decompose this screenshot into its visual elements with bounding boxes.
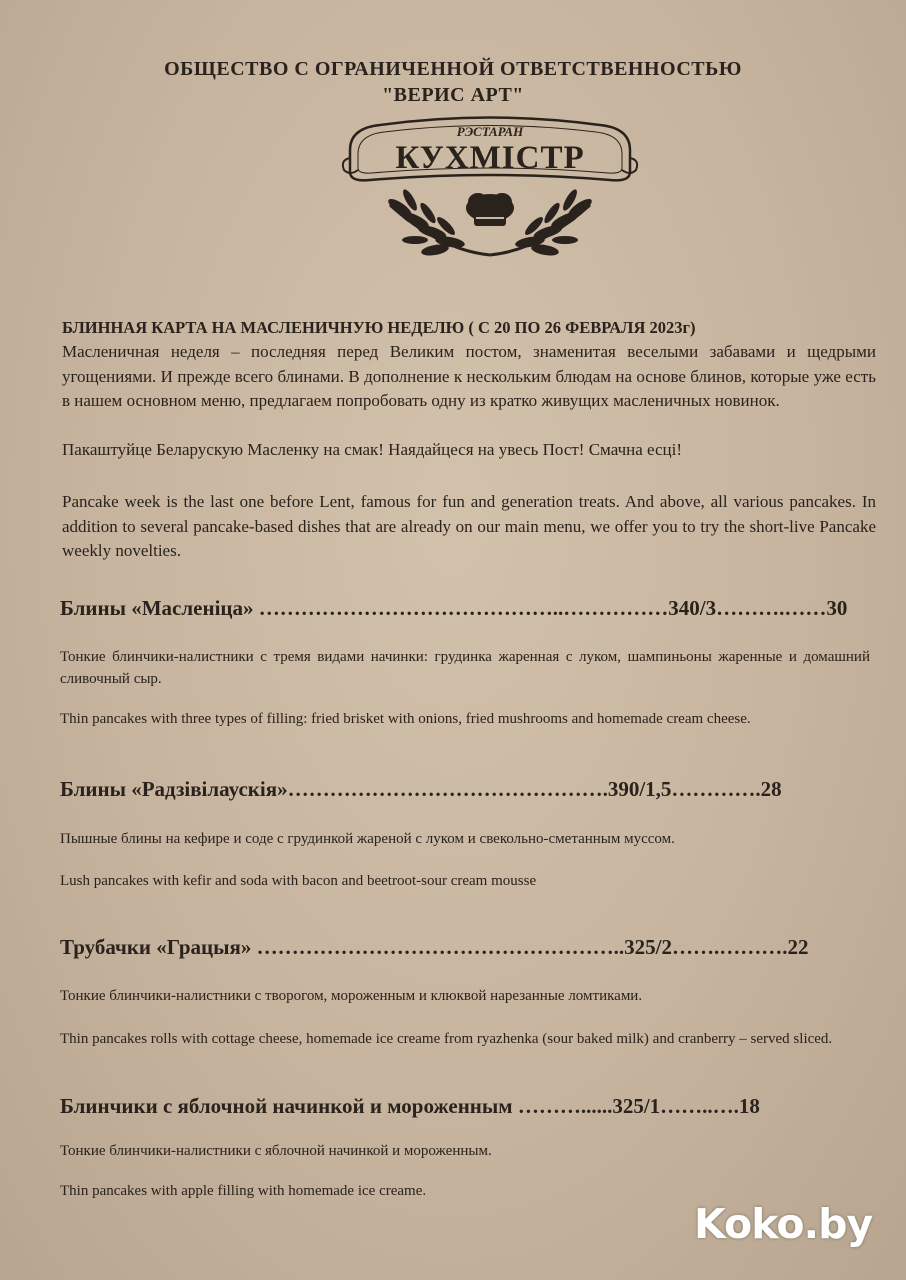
dish-description-en: Thin pancakes rolls with cottage cheese, homemade ice creame from ryazhenka (sour baked milk) and cranberry – served sliced. (60, 1031, 833, 1047)
watermark-logo: Koko.by (694, 1200, 873, 1248)
intro-russian: Масленичная неделя – последняя перед Великим постом, знаменитая веселыми забавами и щедрыми угощениями. И прежде всего блинами. В дополнение к нескольким блюдам на основе блинов, которые уже есть в нашем основном меню, предлагаем попробовать одну из кратко живущих масленичных новинок. (62, 342, 876, 410)
chef-hat-icon (466, 193, 514, 226)
logo-name: КУХМІСТР (395, 140, 585, 176)
intro-english: Pancake week is the last one before Lent, famous for fun and generation treats. And above, all various pancakes. In addition to several pancake-based dishes that are already on our main menu, we offer you to try the short-live Pancake weekly novelties. (62, 492, 876, 560)
dish-title: Блинчики с яблочной начинкой и мороженным ………......325/1……..….18 (60, 1094, 760, 1118)
restaurant-logo (340, 110, 640, 265)
dish-title: Блины «Радзівілаускія»……………………………………….390/1,5………….28 (60, 777, 782, 801)
dish-description-en: Thin pancakes with apple filling with homemade ice creame. (60, 1183, 427, 1199)
dish-description-en: Lush pancakes with kefir and soda with bacon and beetroot-sour cream mousse (60, 873, 537, 889)
dish-description-ru: Тонкие блинчики-налистники с творогом, мороженным и клюквой нарезанные ломтиками. (60, 988, 643, 1004)
logo-subtitle: РЭСТАРАН (456, 124, 524, 139)
dish-description-ru: Тонкие блинчики-налистники с яблочной начинкой и мороженным. (60, 1143, 492, 1159)
intro-belarusian: Пакаштуйце Беларускую Масленку на смак! Наядайцеся на увесь Пост! Смачна есці! (62, 440, 683, 459)
dish-description-ru: Тонкие блинчики-налистники с тремя видами начинки: грудинка жаренная с луком, шампиньоны жаренные и домашний сливочный сыр. (60, 649, 870, 687)
company-name: ОБЩЕСТВО С ОГРАНИЧЕННОЙ ОТВЕТСТВЕННОСТЬЮ (164, 58, 742, 80)
company-brand: "ВЕРИС АРТ" (382, 84, 524, 106)
dish-title: Блины «Масленіца» ……………………………………..……………340/3……….……30 (60, 596, 848, 620)
menu-title: БЛИННАЯ КАРТА НА МАСЛЕНИЧНУЮ НЕДЕЛЮ ( С 20 ПО 26 ФЕВРАЛЯ 2023г) (62, 318, 696, 337)
dish-description-ru: Пышные блины на кефире и соде с грудинкой жареной с луком и свекольно-сметанным муссом. (60, 831, 675, 847)
dish-title: Трубачки «Грацыя» ……………………………………………..325/2…….……….22 (60, 935, 809, 959)
dish-description-en: Thin pancakes with three types of filling: fried brisket with onions, fried mushrooms and homemade cream cheese. (60, 711, 751, 727)
